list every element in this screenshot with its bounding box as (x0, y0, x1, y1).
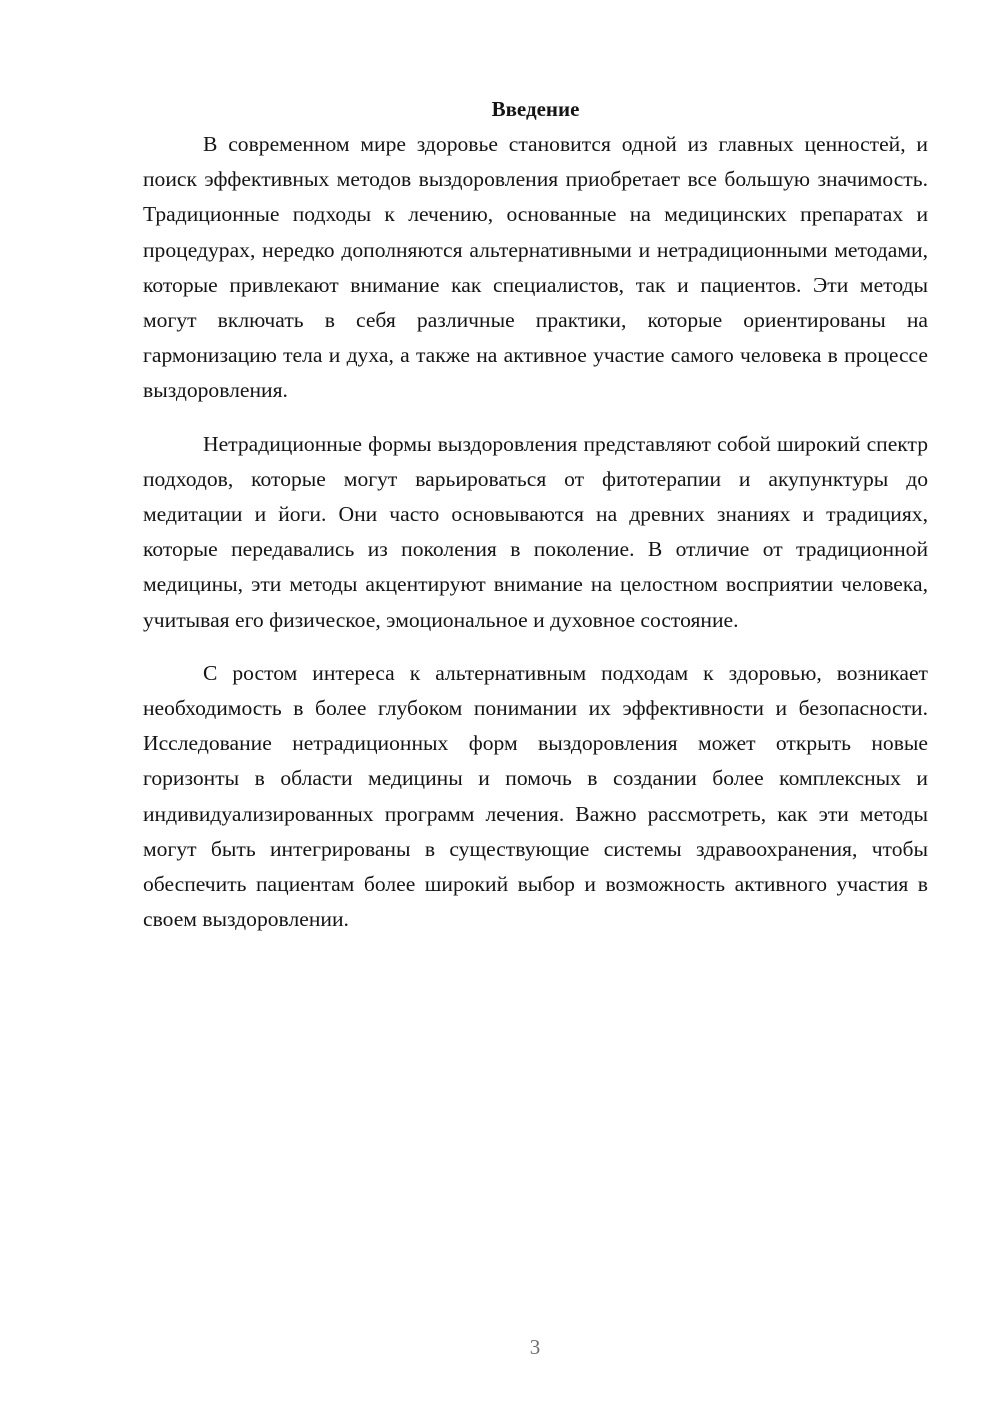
page-body (143, 92, 928, 937)
page-number: 3 (529, 1335, 541, 1359)
paragraph-3: С ростом интереса к альтернативным подходам к здоровью, возникает необходимость в более глубоком понимании их эффективности и безопасности. Исследование нетрадиционных форм выздоровления может открыть новые горизонты в области медицины и помочь в создании более комплексных и индивидуализированных программ лечения. Важно рассмотреть, как эти методы могут быть интегрированы в существующие системы здравоохранения, чтобы обеспечить пациентам более широкий выбор и возможность активного участия в своем выздоровлении. (143, 660, 928, 932)
paragraph-2: Нетрадиционные формы выздоровления представляют собой широкий спектр подходов, которые могут варьироваться от фитотерапии и акупунктуры до медитации и йоги. Они часто основываются на древних знаниях и традициях, которые передавались из поколения в поколение. В отличие от традиционной медицины, эти методы акцентируют внимание на целостном восприятии человека, учитывая его физическое, эмоциональное и духовное состояние. (143, 431, 928, 632)
paragraph-1: В современном мире здоровье становится одной из главных ценностей, и поиск эффективных методов выздоровления приобретает все большую значимость. Традиционные подходы к лечению, основанные на медицинских препаратах и процедурах, нередко дополняются альтернативными и нетрадиционными методами, которые привлекают внимание как специалистов, так и пациентов. Эти методы могут включать в себя различные практики, которые ориентированы на гармонизацию тела и духа, а также на активное участие самого человека в процессе выздоровления. (143, 132, 928, 403)
page-title: Введение (491, 97, 580, 121)
